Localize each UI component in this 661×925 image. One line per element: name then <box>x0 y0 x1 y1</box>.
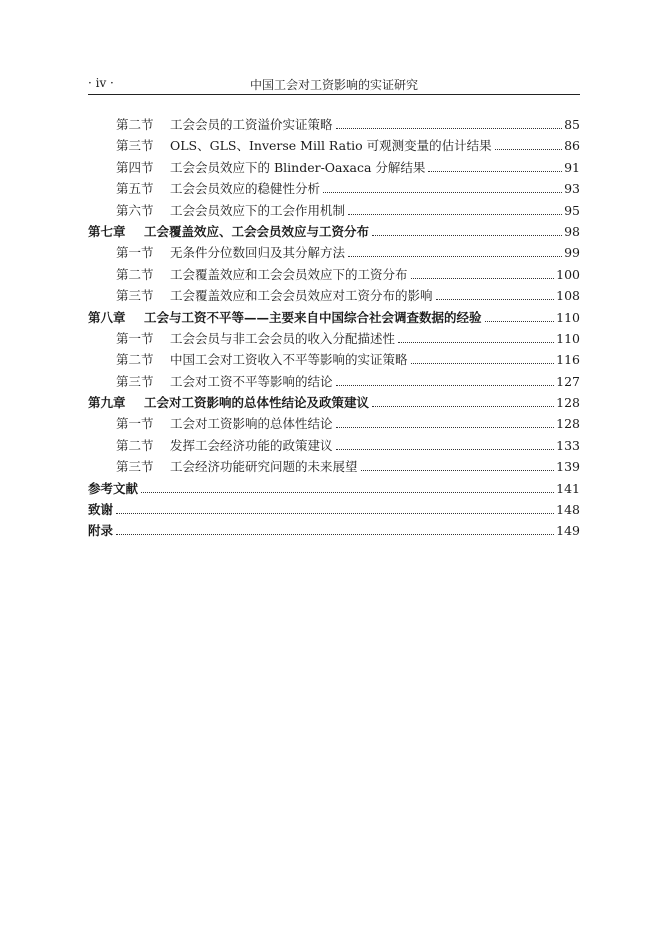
toc-section-entry[interactable] <box>88 201 580 222</box>
toc-entry-title: 工会经济功能研究问题的未来展望 <box>170 459 358 475</box>
toc-entry-page: 93 <box>564 181 580 197</box>
dot-leader <box>336 427 555 428</box>
dot-leader <box>116 513 554 514</box>
dot-leader <box>336 385 555 386</box>
toc-section-entry[interactable] <box>88 457 580 478</box>
toc-chapter-entry[interactable] <box>88 393 580 414</box>
toc-entry-label: 第二节 <box>116 117 154 132</box>
toc-entry-label: 第一节 <box>116 330 154 346</box>
toc-chapter-entry[interactable] <box>88 222 580 243</box>
toc-entry-title: 无条件分位数回归及其分解方法 <box>170 245 346 261</box>
toc-entry-label: 第五节 <box>116 181 154 197</box>
toc-entry-label: 第二节 <box>116 266 154 282</box>
dot-leader <box>411 363 555 364</box>
toc-entry-page: 128 <box>556 416 580 432</box>
toc-chapter-entry[interactable] <box>88 479 580 500</box>
toc-section-entry[interactable] <box>88 265 580 286</box>
toc-entry-title: 工会会员效应的稳健性分析 <box>170 181 321 197</box>
toc-entry-title: 工会与工资不平等——主要来自中国综合社会调查数据的经验 <box>144 309 482 325</box>
toc-entry-page: 98 <box>564 223 580 239</box>
toc-section-entry[interactable] <box>88 436 580 457</box>
toc-section-entry[interactable] <box>88 286 580 307</box>
toc-entry-title: 工会会员效应下的工会作用机制 <box>170 202 346 218</box>
toc-entry-title: 工会覆盖效应和工会会员效应下的工资分布 <box>170 266 408 282</box>
toc-entry-label: 第三节 <box>116 373 154 389</box>
toc-section-entry[interactable] <box>88 350 580 371</box>
toc-entry-page: 128 <box>556 395 580 411</box>
toc-entry-label: 第四节 <box>116 159 154 175</box>
toc-entry-label: 第一节 <box>116 245 154 261</box>
toc-section-entry[interactable] <box>88 158 580 179</box>
table-of-contents <box>88 115 580 543</box>
dot-leader <box>116 534 554 535</box>
toc-chapter-entry[interactable] <box>88 308 580 329</box>
toc-entry-label: 第七章 <box>88 223 126 239</box>
toc-entry-label: 第二节 <box>116 437 154 453</box>
page-number: · iv · <box>88 76 114 90</box>
dot-leader <box>436 299 555 300</box>
toc-entry-page: 99 <box>564 245 580 261</box>
toc-entry-label: 第三节 <box>116 288 154 304</box>
dot-leader <box>411 278 555 279</box>
toc-entry-page: 95 <box>564 202 580 218</box>
toc-chapter-entry[interactable] <box>88 500 580 521</box>
toc-section-entry[interactable] <box>88 115 580 136</box>
dot-leader <box>336 128 563 129</box>
toc-entry-page: 141 <box>556 480 580 496</box>
toc-entry-page: 108 <box>556 288 580 304</box>
dot-leader <box>428 171 562 172</box>
toc-entry-title: 工会覆盖效应和工会会员效应对工资分布的影响 <box>170 288 433 304</box>
toc-entry-page: 91 <box>564 159 580 175</box>
dot-leader <box>348 214 562 215</box>
toc-entry-title: 工会会员效应下的 Blinder-Oaxaca 分解结果 <box>170 159 426 175</box>
toc-entry-page: 148 <box>556 502 580 518</box>
toc-entry-page: 149 <box>556 523 580 539</box>
toc-entry-page: 139 <box>556 459 580 475</box>
toc-entry-title: 工会对工资影响的总体性结论 <box>170 416 333 432</box>
toc-entry-title: 工会对工资不平等影响的结论 <box>170 373 333 389</box>
toc-entry-page: 116 <box>556 352 580 368</box>
dot-leader <box>495 149 562 150</box>
toc-entry-label: 附录 <box>88 523 114 539</box>
dot-leader <box>398 342 554 343</box>
toc-entry-page: 85 <box>564 117 580 132</box>
toc-chapter-entry[interactable] <box>88 521 580 542</box>
toc-entry-title: 工会对工资影响的总体性结论及政策建议 <box>144 395 370 411</box>
toc-entry-title: 发挥工会经济功能的政策建议 <box>170 437 333 453</box>
dot-leader <box>336 449 555 450</box>
running-title: 中国工会对工资影响的实证研究 <box>249 78 418 92</box>
toc-entry-label: 第六节 <box>116 202 154 218</box>
dot-leader <box>485 321 555 322</box>
toc-entry-page: 110 <box>556 330 580 346</box>
toc-entry-page: 86 <box>564 138 580 154</box>
dot-leader <box>323 192 562 193</box>
toc-entry-page: 133 <box>556 437 580 453</box>
toc-section-entry[interactable] <box>88 414 580 435</box>
dot-leader <box>348 256 562 257</box>
toc-entry-title: 工会覆盖效应、工会会员效应与工资分布 <box>144 223 370 239</box>
dot-leader <box>141 492 554 493</box>
toc-section-entry[interactable] <box>88 372 580 393</box>
toc-entry-page: 100 <box>556 266 580 282</box>
toc-entry-label: 第九章 <box>88 395 126 411</box>
toc-section-entry[interactable] <box>88 136 580 157</box>
toc-entry-label: 第三节 <box>116 459 154 475</box>
page-header <box>88 74 580 95</box>
dot-leader <box>361 470 555 471</box>
toc-entry-page: 110 <box>556 309 580 325</box>
dot-leader <box>372 235 562 236</box>
toc-entry-label: 第八章 <box>88 309 126 325</box>
toc-entry-page: 127 <box>556 373 580 389</box>
toc-entry-label: 第三节 <box>116 138 154 154</box>
toc-entry-label: 致谢 <box>88 502 114 518</box>
toc-section-entry[interactable] <box>88 179 580 200</box>
dot-leader <box>372 406 554 407</box>
toc-entry-title: OLS、GLS、Inverse Mill Ratio 可观测变量的估计结果 <box>170 138 492 154</box>
toc-entry-title: 中国工会对工资收入不平等影响的实证策略 <box>170 352 408 368</box>
toc-entry-title: 工会会员与非工会会员的收入分配描述性 <box>170 330 396 346</box>
toc-entry-label: 第二节 <box>116 352 154 368</box>
toc-entry-title: 工会会员的工资溢价实证策略 <box>170 117 333 132</box>
toc-entry-label: 参考文献 <box>88 480 139 496</box>
toc-section-entry[interactable] <box>88 329 580 350</box>
toc-entry-label: 第一节 <box>116 416 154 432</box>
toc-section-entry[interactable] <box>88 243 580 264</box>
